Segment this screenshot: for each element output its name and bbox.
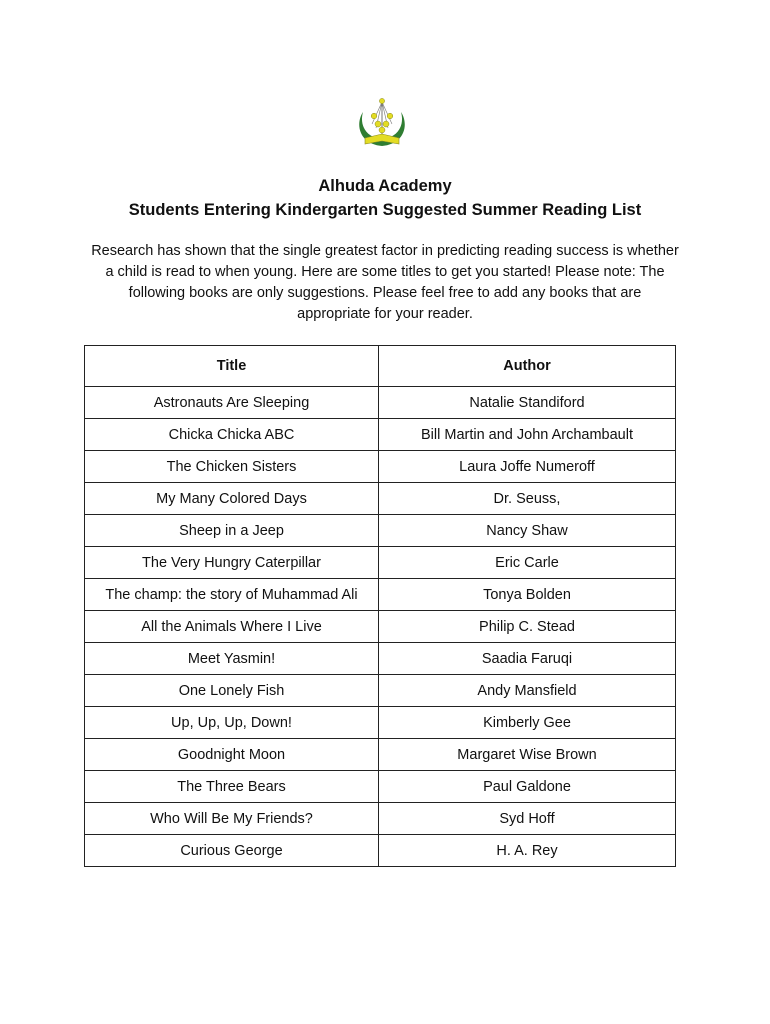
book-author: H. A. Rey bbox=[379, 835, 676, 867]
book-author: Bill Martin and John Archambault bbox=[379, 419, 676, 451]
book-title: Up, Up, Up, Down! bbox=[85, 707, 379, 739]
table-row bbox=[85, 515, 676, 547]
book-author: Laura Joffe Numeroff bbox=[379, 451, 676, 483]
book-author: Philip C. Stead bbox=[379, 611, 676, 643]
table-row bbox=[85, 547, 676, 579]
header-author: Author bbox=[379, 346, 676, 387]
book-title: All the Animals Where I Live bbox=[85, 611, 379, 643]
table-row bbox=[85, 611, 676, 643]
reading-list-table bbox=[84, 345, 676, 867]
table-row bbox=[85, 707, 676, 739]
book-title: The Very Hungry Caterpillar bbox=[85, 547, 379, 579]
book-author: Saadia Faruqi bbox=[379, 643, 676, 675]
book-title: Who Will Be My Friends? bbox=[85, 803, 379, 835]
book-author: Andy Mansfield bbox=[379, 675, 676, 707]
heading bbox=[0, 174, 770, 222]
book-author: Kimberly Gee bbox=[379, 707, 676, 739]
book-author: Nancy Shaw bbox=[379, 515, 676, 547]
book-title: Curious George bbox=[85, 835, 379, 867]
logo-dot bbox=[379, 98, 384, 103]
table-row bbox=[85, 387, 676, 419]
table-row bbox=[85, 675, 676, 707]
book-author: Natalie Standiford bbox=[379, 387, 676, 419]
intro-paragraph: Research has shown that the single greatest factor in predicting reading success is whether a child is read to when young. Here are some titles to get you started! Please note: The following books are only suggestions. Please feel free to add any books that are appropriate for your reader. bbox=[91, 243, 679, 322]
table-row bbox=[85, 451, 676, 483]
book-author: Tonya Bolden bbox=[379, 579, 676, 611]
book-title: Sheep in a Jeep bbox=[85, 515, 379, 547]
book-title: Goodnight Moon bbox=[85, 739, 379, 771]
logo-dot bbox=[375, 121, 381, 127]
table-header-row bbox=[85, 346, 676, 387]
book-author: Paul Galdone bbox=[379, 771, 676, 803]
book-author: Syd Hoff bbox=[379, 803, 676, 835]
table-row bbox=[85, 803, 676, 835]
logo-dot bbox=[379, 127, 385, 133]
book-title: Chicka Chicka ABC bbox=[85, 419, 379, 451]
logo-dot bbox=[383, 121, 389, 127]
book-title: The champ: the story of Muhammad Ali bbox=[85, 579, 379, 611]
book-title: One Lonely Fish bbox=[85, 675, 379, 707]
book-title: My Many Colored Days bbox=[85, 483, 379, 515]
school-logo bbox=[353, 94, 411, 154]
book-title: Meet Yasmin! bbox=[85, 643, 379, 675]
table-row bbox=[85, 835, 676, 867]
list-title: Students Entering Kindergarten Suggested Summer Reading List bbox=[128, 201, 642, 219]
logo-dot bbox=[387, 113, 393, 119]
book-title: The Chicken Sisters bbox=[85, 451, 379, 483]
book-title: Astronauts Are Sleeping bbox=[85, 387, 379, 419]
table-row bbox=[85, 739, 676, 771]
school-name: Alhuda Academy bbox=[318, 177, 452, 195]
table-row bbox=[85, 771, 676, 803]
table-row bbox=[85, 579, 676, 611]
book-author: Margaret Wise Brown bbox=[379, 739, 676, 771]
table-row bbox=[85, 419, 676, 451]
book-title: The Three Bears bbox=[85, 771, 379, 803]
book-author: Dr. Seuss, bbox=[379, 483, 676, 515]
table-row bbox=[85, 483, 676, 515]
header-title: Title bbox=[85, 346, 379, 387]
table-row bbox=[85, 643, 676, 675]
book-author: Eric Carle bbox=[379, 547, 676, 579]
logo-dot bbox=[371, 113, 377, 119]
